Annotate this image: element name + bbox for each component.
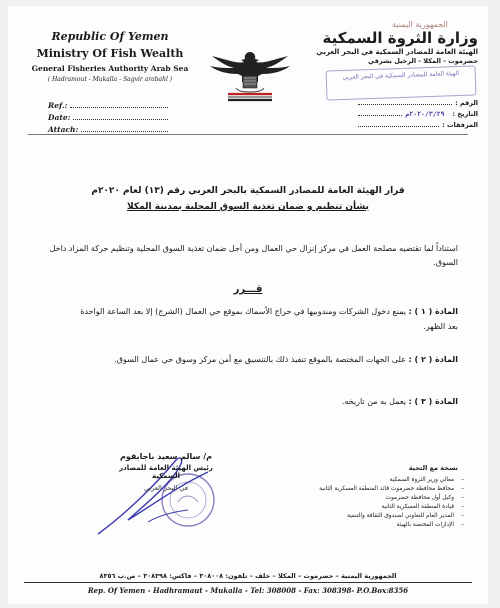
ministry-ar: وزارة الثروة السمكية — [322, 29, 478, 47]
article-text: يعمل به من تاريخه. — [341, 397, 406, 406]
ref-field-ar: الرقم : — [358, 96, 478, 107]
authority-en: General Fisheries Authority Arab Sea — [31, 64, 189, 73]
signatory-title-2: في البحر العربي — [144, 484, 188, 492]
list-item: – قيادة المنطقة العسكرية الثانية — [288, 503, 464, 512]
footer-arabic: الجمهورية اليمنية – حضرموت – المكلا – خلف – تلفون: ٣٠٨٠٠٨ – فاكس: ٣٠٨٣٩٨ – ص.ب ٨٣٥٦ — [99, 572, 397, 580]
signature-block — [106, 452, 226, 492]
decision-subtitle: بشأن تنظيم و ضمان تغذية السوق المحلية بمدينة المكلا — [127, 202, 369, 212]
signatory-name: م/ سالم سعيد باجابقوم — [120, 452, 212, 461]
list-item: – وكيل أول محافظة حضرموت — [288, 494, 464, 503]
document-page — [8, 6, 488, 604]
reference-fields-en — [48, 98, 168, 134]
list-item: – محافظ محافظة حضرموت قائد المنطقة العسكرية الثانية — [288, 485, 464, 494]
eagle-emblem-icon — [208, 46, 292, 108]
article-label: المادة ( ١ ) : — [408, 307, 458, 316]
footer-divider — [24, 582, 472, 583]
ref-field: Ref.: — [48, 98, 168, 110]
authority-ar: الهيئة العامة للمصادر السمكية في البحر العربي — [316, 48, 478, 56]
list-item: – معالي وزير الثروة السمكية — [288, 476, 464, 485]
list-item: – المدير العام للتعاوني لصندوق الثقافة والتنمية — [288, 512, 464, 521]
header-arabic — [288, 20, 478, 65]
list-item: – الإدارات المختصة بالهيئة — [288, 521, 464, 530]
date-value-ar: ٢٠٢٠/٣/٢٩م — [405, 110, 445, 118]
article-text: على الجهات المختصة بالموقع تنفيذ ذلك بالتنسيق مع أمن مركز وسوق حي عمال السوق. — [114, 355, 406, 364]
republic-ar: الجمهورية اليمنية — [391, 20, 448, 29]
decided-heading: قـــرر — [233, 284, 263, 295]
date-field: Date: — [48, 110, 168, 122]
attach-field: Attach: — [48, 122, 168, 134]
article-1 — [68, 304, 458, 334]
article-label: المادة ( ٣ ) : — [408, 397, 458, 406]
article-label: المادة ( ٢ ) : — [408, 355, 458, 364]
ministry-en: Ministry Of Fish Wealth — [36, 47, 184, 60]
article-3 — [68, 394, 458, 409]
date-field-ar: التاريخ : ٢٠٢٠/٣/٢٩م — [358, 107, 478, 118]
header-divider — [28, 134, 468, 135]
reference-fields-ar — [358, 96, 478, 129]
attach-field-ar: المرفقات : — [358, 118, 478, 129]
footer-english: Rep. Of Yemen - Hadhramaut - Mukalla - Tel: 308008 - Fax: 308398- P.O.Box:8356 — [87, 586, 409, 595]
location-ar: حضرموت - المكلا - الرخيل بشرقي — [368, 57, 478, 65]
republic-en: Republic Of Yemen — [51, 30, 169, 43]
decision-title: قرار الهيئة العامة للمصادر السمكية بالبحر العربي رقم (١٣) لعام ٢٠٢٠م — [91, 186, 405, 196]
copies-list — [288, 464, 464, 530]
signatory-title: رئيس الهيئة العامة للمصادر السمكية — [119, 464, 213, 480]
article-text: يمنع دخول الشركات ومندوبيها في حراج الأسماك بموقع حي العمال (الشرج) إلا بعد الساعة الواحدة بعد الظهر. — [80, 307, 458, 331]
article-2 — [68, 352, 458, 367]
location-en: ( Hadramout - Mukalla - Sagvir arabahl ) — [47, 76, 173, 83]
header-english — [20, 30, 200, 83]
decision-preamble: استناداً لما تقتضيه مصلحة العمل في مركز إنزال حي العمال ومن أجل ضمان تغذية السوق المحلية وتنظيم حركة المزاد داخل السوق. — [49, 244, 458, 267]
copies-heading: نسخة مع التحية — [408, 464, 458, 472]
authority-stamp: الهيئة العامة للمصادر السمكية في البحر العربي — [326, 65, 477, 100]
